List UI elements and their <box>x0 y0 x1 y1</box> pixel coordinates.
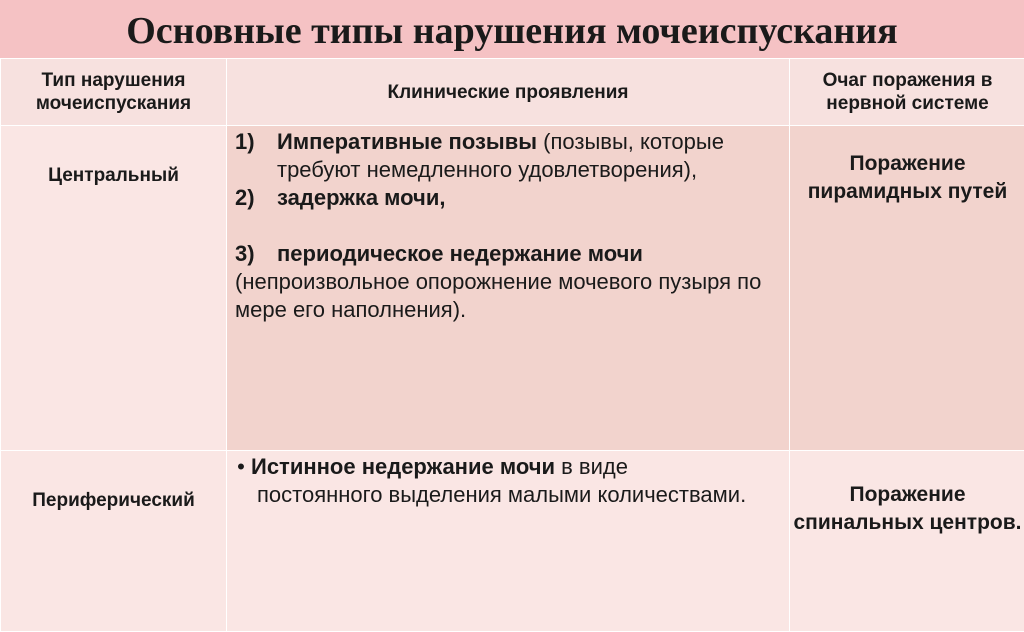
type-cell-peripheral: Периферический <box>1 451 227 632</box>
item-text-continued: постоянного выделения малыми количествами. <box>251 481 781 509</box>
manifestations-cell-central <box>227 126 790 451</box>
header-type: Тип нарушения мочеиспускания <box>1 59 227 126</box>
table-header-row <box>1 59 1024 126</box>
header-manifestations: Клинические проявления <box>227 59 790 126</box>
manifestations-cell-peripheral <box>227 451 790 632</box>
list-item <box>235 184 781 212</box>
item-bold-text: периодическое недержание мочи <box>277 241 643 266</box>
item-bold-text: Истинное недержание мочи <box>251 454 555 479</box>
item-bold-text: задержка мочи, <box>277 185 445 210</box>
header-focus: Очаг поражения в нервной системе <box>790 59 1024 126</box>
list-item <box>231 453 781 509</box>
focus-cell-peripheral: Поражение спинальных центров. <box>790 451 1024 632</box>
list-item <box>235 128 781 184</box>
item-text: в виде <box>555 454 628 479</box>
page-title: Основные типы нарушения мочеиспускания <box>0 6 1024 56</box>
focus-cell-central: Поражение пирамидных путей <box>790 126 1024 451</box>
bullet-icon: • <box>231 453 251 509</box>
table-row <box>1 126 1024 451</box>
list-item <box>235 240 781 268</box>
type-cell-central: Центральный <box>1 126 227 451</box>
item-number: 3) <box>235 240 277 268</box>
item-text: (позывы, которые требуют немедленного удовлетворения), <box>277 129 724 182</box>
item-continuation-text: (непроизвольное опорожнение мочевого пузыря по мере его наполнения). <box>235 268 781 324</box>
item-number: 1) <box>235 128 277 184</box>
urination-disorders-table <box>0 58 1024 632</box>
table-row <box>1 451 1024 632</box>
item-number: 2) <box>235 184 277 212</box>
item-bold-text: Императивные позывы <box>277 129 537 154</box>
